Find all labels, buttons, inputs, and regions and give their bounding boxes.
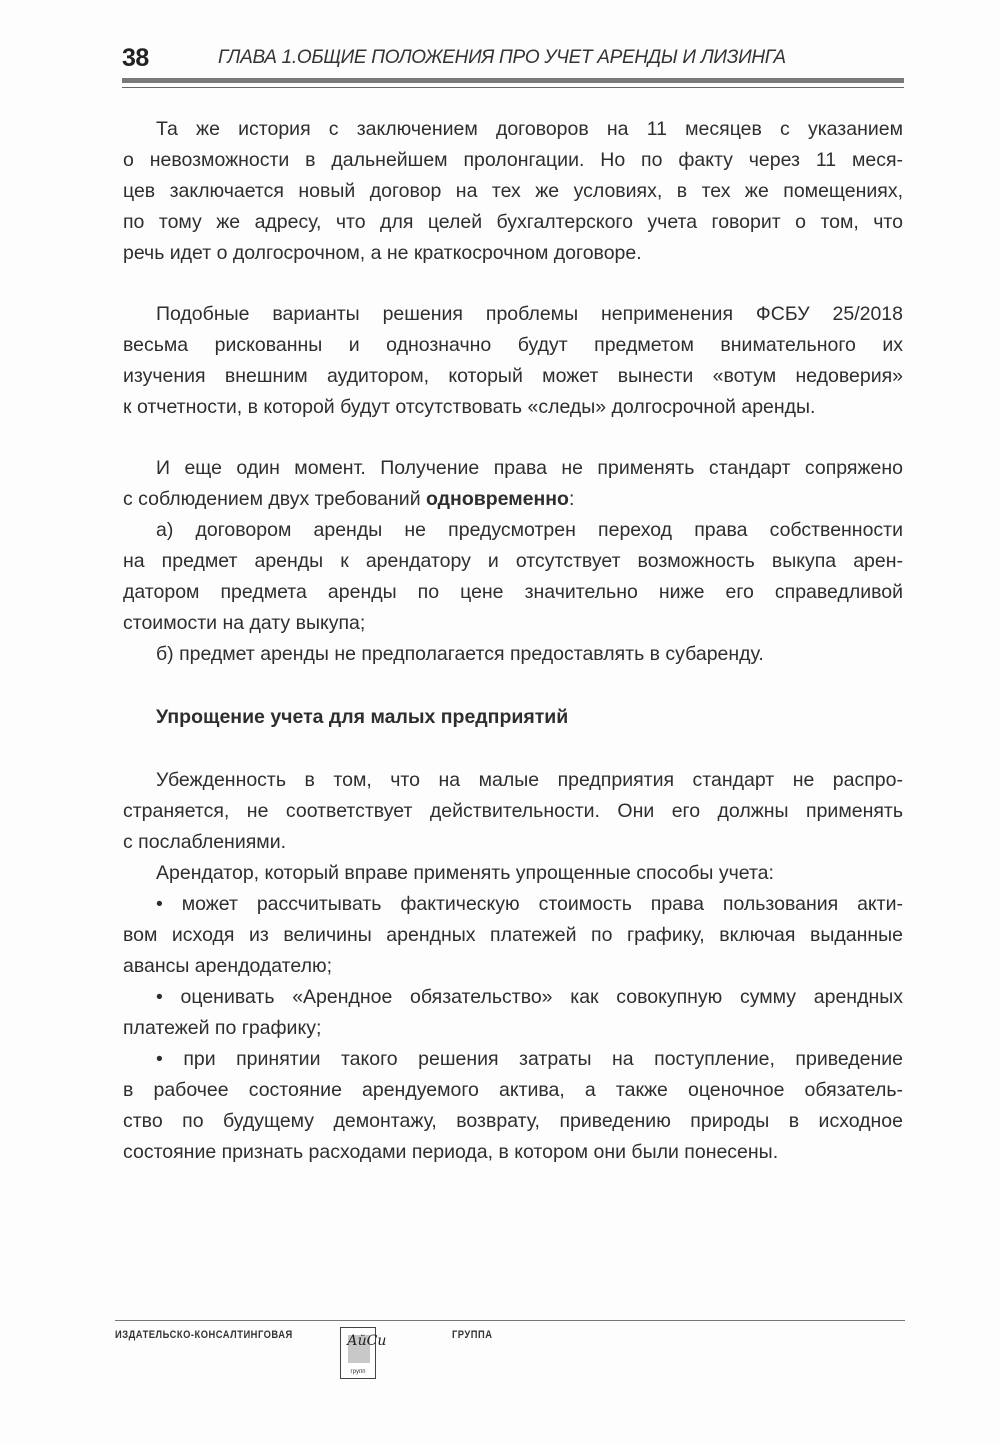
page-footer xyxy=(115,1320,905,1390)
text-line: Убежденность в том, что на малые предприятия стандарт не распро- xyxy=(156,769,903,791)
publisher-name-left: ИЗДАТЕЛЬСКО-КОНСАЛТИНГОВАЯ xyxy=(115,1329,293,1341)
text-line: стоимости на дату выкупа; xyxy=(123,612,366,634)
text-line: к отчетности, в которой будут отсутствовать «следы» долгосрочной аренды. xyxy=(123,396,816,418)
running-head: ГЛАВА 1.ОБЩИЕ ПОЛОЖЕНИЯ ПРО УЧЕТ АРЕНДЫ И ЛИЗИНГА xyxy=(218,47,786,68)
paragraph-eleven-month-contracts xyxy=(123,114,903,269)
text-line: платежей по графику; xyxy=(123,1017,322,1039)
header-rule-thin xyxy=(122,87,904,88)
text-line: состояние признать расходами периода, в котором они были понесены. xyxy=(123,1141,779,1163)
text-line: • при принятии такого решения затраты на поступление, приведение xyxy=(156,1048,903,1070)
paragraph-two-requirements xyxy=(123,453,903,515)
bullet-item-2 xyxy=(123,982,903,1044)
text-line xyxy=(123,484,903,515)
paragraph-lessee-simplified xyxy=(123,858,903,889)
publisher-logo-icon xyxy=(340,1327,387,1379)
text-line: • оценивать «Арендное обязательство» как совокупную сумму арендных xyxy=(156,986,903,1008)
text-line: на предмет аренды к арендатору и отсутствует возможность выкупа арен- xyxy=(123,550,903,572)
text-fragment: : xyxy=(568,488,575,510)
text-line: изучения внешним аудитором, который может вынести «вотум недоверия» xyxy=(123,365,903,387)
text-line: датором предмета аренды по цене значительно ниже его справедливой xyxy=(123,581,903,603)
text-line: И еще один момент. Получение права не применять стандарт сопряжено xyxy=(156,457,903,479)
emphasis-simultaneously: одновременно xyxy=(426,488,569,510)
logo-subtitle: групп xyxy=(350,1369,366,1375)
text-line: ство по будущему демонтажу, возврату, приведению природы в исходное xyxy=(123,1110,903,1132)
publisher-name-right: ГРУППА xyxy=(452,1329,493,1341)
text-line: Та же история с заключением договоров на 11 месяцев с указанием xyxy=(156,118,903,140)
bullet-item-1 xyxy=(123,889,903,982)
text-line: Подобные варианты решения проблемы неприменения ФСБУ 25/2018 xyxy=(156,303,903,325)
text-line: о невозможности в дальнейшем пролонгации. Но по факту через 11 меся- xyxy=(123,149,903,171)
text-line: весьма рискованны и однозначно будут предметом внимательного их xyxy=(123,334,903,356)
text-line: Арендатор, который вправе применять упрощенные способы учета: xyxy=(156,862,774,884)
page-body xyxy=(123,114,903,1168)
text-fragment: с соблюдением двух требований xyxy=(123,488,427,510)
footer-rule xyxy=(115,1320,905,1321)
text-line: в рабочее состояние арендуемого актива, а также оценочное обязатель- xyxy=(123,1079,903,1101)
text-line: вом исходя из величины арендных платежей по графику, включая выданные xyxy=(123,924,903,946)
text-line: речь идет о долгосрочном, а не краткосрочном договоре. xyxy=(123,242,642,264)
bullet-item-3 xyxy=(123,1044,903,1168)
page-number: 38 xyxy=(122,44,149,72)
page-header xyxy=(122,44,904,94)
header-rule-thick xyxy=(122,78,904,83)
text-line: цев заключается новый договор на тех же условиях, в тех же помещениях, xyxy=(123,180,903,202)
text-line: с послаблениями. xyxy=(123,831,286,853)
paragraph-risky-options xyxy=(123,299,903,423)
logo-mark: АйСи xyxy=(347,1333,387,1349)
section-heading: Упрощение учета для малых предприятий xyxy=(156,706,569,728)
text-line: б) предмет аренды не предполагается предоставлять в субаренду. xyxy=(156,643,764,665)
text-line: авансы арендодателю; xyxy=(123,955,333,977)
list-item-a xyxy=(123,515,903,639)
text-line: по тому же адресу, что для целей бухгалтерского учета говорит о том, что xyxy=(123,211,903,233)
text-line: • может рассчитывать фактическую стоимость права пользования акти- xyxy=(156,893,903,915)
list-item-b xyxy=(123,639,903,670)
text-line: а) договором аренды не предусмотрен переход права собственности xyxy=(156,519,903,541)
paragraph-small-business xyxy=(123,765,903,858)
text-line: страняется, не соответствует действительности. Они его должны применять xyxy=(123,800,903,822)
